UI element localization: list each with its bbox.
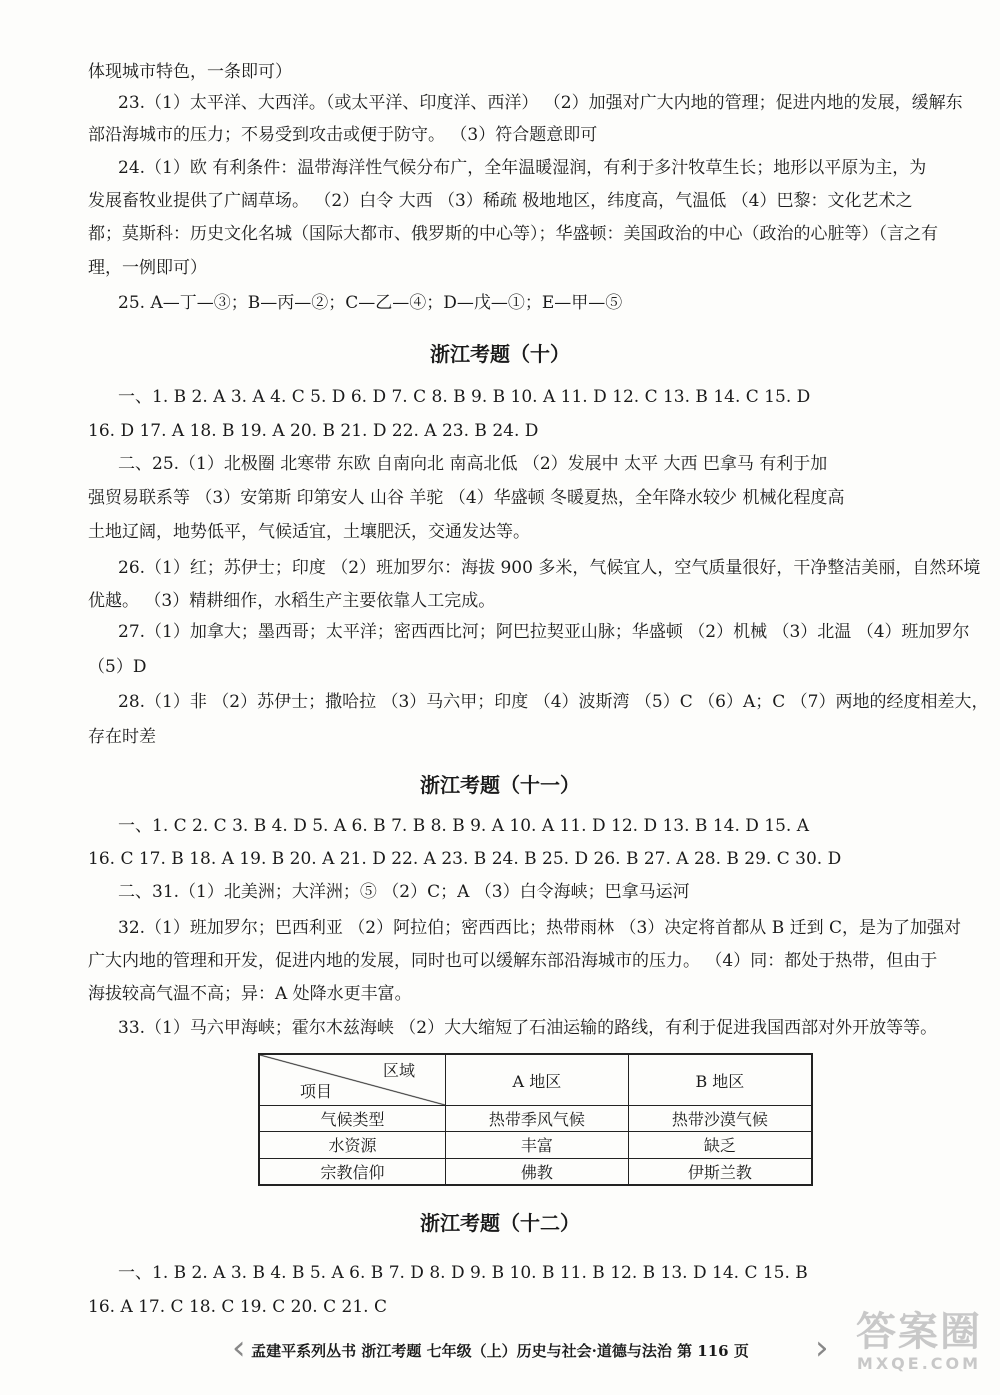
text-line: 28.（1）非 （2）苏伊士；撒哈拉 （3）马六甲；印度 （4）波斯湾 （5）C （6）A；C （7）两地的经度相差大， [118, 692, 989, 712]
text-line: 发展畜牧业提供了广阔草场。 （2）白令 大西 （3）稀疏 极地地区，纬度高，气温低 （4）巴黎：文化艺术之 [88, 191, 913, 211]
section-title: 浙江考题（十一） [420, 773, 580, 797]
text-line: 23.（1）太平洋、大西洋。（或太平洋、印度洋、西洋） （2）加强对广大内地的管理；促进内地的发展，缓解东 [118, 93, 963, 113]
text-line: 一、1. B 2. A 3. B 4. B 5. A 6. B 7. D 8. D 9. B 10. B 11. B 12. B 13. D 14. C 15. B [118, 1263, 808, 1283]
text-line: 部沿海城市的压力；不易受到攻击或便于防守。 （3）符合题意即可 [88, 125, 598, 145]
chevron-right-icon: › [815, 1328, 829, 1368]
header-region-label: 区域 [382, 1061, 415, 1080]
text-line: 二、25.（1）北极圈 北寒带 东欧 自南向北 南高北低 （2）发展中 太平 大西 巴拿马 有利于加 [118, 454, 828, 474]
text-line: 强贸易联系等 （3）安第斯 印第安人 山谷 羊驼 （4）华盛顿 冬暖夏热，全年降水较少 机械化程度高 [88, 488, 845, 508]
table-header-corner [259, 1054, 446, 1106]
table-cell: 丰富 [446, 1132, 629, 1158]
text-line: 体现城市特色，一条即可） [88, 62, 292, 82]
table-cell: 热带沙漠气候 [628, 1106, 812, 1132]
text-line: 26.（1）红；苏伊士；印度 （2）班加罗尔：海拔 900 多米，气候宜人，空气质量很好，干净整洁美丽，自然环境 [118, 558, 981, 578]
text-line: （5）D [88, 657, 147, 677]
text-line: 广大内地的管理和开发，促进内地的发展，同时也可以缓解东部沿海城市的压力。 （4）同：都处于热带，但由于 [88, 951, 938, 971]
text-line: 二、31.（1）北美洲；大洋洲；⑤ （2）C；A （3）白令海峡；巴拿马运河 [118, 882, 690, 902]
text-line: 33.（1）马六甲海峡；霍尔木兹海峡 （2）大大缩短了石油运输的路线，有利于促进我国西部对外开放等等。 [118, 1018, 938, 1038]
text-line: 土地辽阔，地势低平，气候适宜，土壤肥沃，交通发达等。 [88, 522, 530, 542]
text-line: 24.（1）欧 有利条件：温带海洋性气候分布广，全年温暖湿润，有利于多汁牧草生长；地形以平原为主，为 [118, 158, 927, 178]
text-line: 一、1. B 2. A 3. A 4. C 5. D 6. D 7. C 8. B 9. B 10. A 11. D 12. C 13. B 14. C 15. D [118, 387, 811, 407]
table-cell: 伊斯兰教 [628, 1158, 812, 1185]
watermark-logo [856, 1310, 982, 1373]
table-cell: 气候类型 [259, 1106, 446, 1132]
text-line: 优越。 （3）精耕细作，水稻生产主要依靠人工完成。 [88, 591, 496, 611]
watermark-text: 答案圈 [856, 1309, 982, 1355]
text-line: 25. A—丁—③；B—丙—②；C—乙—④；D—戊—①；E—甲—⑤ [118, 293, 623, 313]
table-cell: 水资源 [259, 1132, 446, 1158]
header-col-a: A 地区 [446, 1054, 629, 1106]
header-item-label: 项目 [300, 1082, 333, 1101]
section-title: 浙江考题（十） [430, 342, 570, 366]
table-cell: 佛教 [446, 1158, 629, 1185]
text-line: 理，一例即可） [88, 258, 207, 278]
section-title: 浙江考题（十二） [420, 1211, 580, 1235]
table-cell: 热带季风气候 [446, 1106, 629, 1132]
comparison-table [258, 1053, 813, 1186]
watermark-url: MXQE.COM [856, 1354, 982, 1373]
text-line: 一、1. C 2. C 3. B 4. D 5. A 6. B 7. B 8. B 9. A 10. A 11. D 12. D 13. B 14. D 15. A [118, 816, 810, 836]
text-line: 存在时差 [88, 727, 156, 747]
table-cell: 宗教信仰 [259, 1158, 446, 1185]
text-line: 27.（1）加拿大；墨西哥；太平洋；密西西比河；阿巴拉契亚山脉；华盛顿 （2）机械 （3）北温 （4）班加罗尔 [118, 622, 970, 642]
text-line: 16. C 17. B 18. A 19. B 20. A 21. D 22. A 23. B 24. B 25. D 26. B 27. A 28. B 29. C 30. D [88, 849, 842, 869]
text-line: 海拔较高气温不高；异：A 处降水更丰富。 [88, 984, 412, 1004]
text-line: 都；莫斯科：历史文化名城（国际大都市、俄罗斯的中心等）；华盛顿：美国政治的中心（政治的心脏等）（言之有 [88, 224, 938, 244]
chevron-left-icon: ‹ [232, 1328, 246, 1368]
table-cell: 缺乏 [628, 1132, 812, 1158]
text-line: 16. D 17. A 18. B 19. A 20. B 21. D 22. A 23. B 24. D [88, 421, 539, 441]
text-line: 16. A 17. C 18. C 19. C 20. C 21. C [88, 1297, 387, 1317]
header-col-b: B 地区 [628, 1054, 812, 1106]
text-line: 32.（1）班加罗尔；巴西利亚 （2）阿拉伯；密西西比；热带雨林 （3）决定将首都从 B 迁到 C，是为了加强对 [118, 918, 962, 938]
page-footer: 孟建平系列丛书 浙江考题 七年级（上）历史与社会·道德与法治 第 116 页 [251, 1342, 749, 1360]
